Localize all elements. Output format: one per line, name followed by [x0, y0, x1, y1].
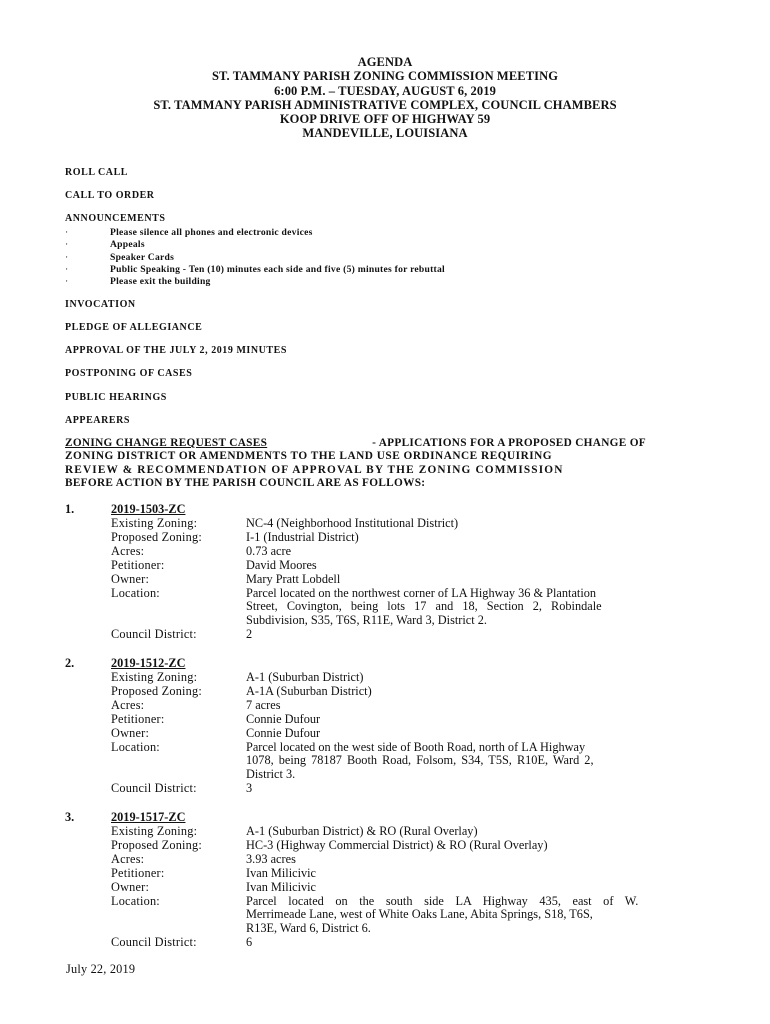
field-label: Council District: [111, 935, 197, 950]
field-value: 3.93 acres [246, 851, 296, 866]
field-label: Owner: [111, 571, 150, 586]
bullet-icon: · [65, 251, 69, 263]
case-row-owner [65, 727, 680, 741]
field-label: Existing Zoning: [111, 824, 198, 838]
case-row-acres [65, 545, 680, 559]
location-line: Merrimeade Lane, west of White Oaks Lane, Abita Springs, S18, T6S, [246, 907, 593, 922]
field-label: Petitioner: [111, 711, 165, 726]
section-pledge: PLEDGE OF ALLEGIANCE [65, 322, 203, 333]
field-value: 3 [246, 781, 253, 796]
field-label: Proposed Zoning: [111, 683, 202, 698]
list-item [65, 276, 445, 288]
field-value [246, 587, 672, 629]
zoning-line-text: REVIEW & RECOMMENDATION OF APPROVAL BY THE ZONING COMMISSION [65, 463, 564, 476]
field-label: Owner: [111, 879, 150, 894]
field-value: 6 [246, 935, 253, 950]
field-label: Location: [111, 893, 160, 908]
field-value: A-1 (Suburban District) [246, 670, 364, 684]
field-label: Petitioner: [111, 557, 165, 572]
field-value: David Moores [246, 557, 317, 572]
case-heading [65, 503, 680, 517]
announcement-text: Appeals [110, 239, 145, 251]
field-value [246, 895, 672, 937]
announcement-text: Speaker Cards [110, 251, 175, 263]
list-item [65, 264, 445, 276]
field-label: Existing Zoning: [111, 516, 198, 530]
case-id: 2019-1517-ZC [111, 810, 186, 824]
case-row-acres [65, 853, 680, 867]
field-label: Acres: [111, 851, 145, 866]
case-row-council [65, 628, 680, 642]
case-number: 1. [65, 502, 75, 516]
bullet-icon: · [65, 227, 69, 238]
case-id: 2019-1503-ZC [111, 502, 186, 516]
header-meeting-time: 6:00 P.M. – TUESDAY, AUGUST 6, 2019 [274, 83, 496, 98]
field-label: Existing Zoning: [111, 670, 198, 684]
zoning-intro-paragraph [65, 437, 646, 490]
header-meeting-name: ST. TAMMANY PARISH ZONING COMMISSION MEETING [211, 69, 559, 84]
field-label: Acres: [111, 697, 145, 712]
case-row-council [65, 782, 680, 796]
field-value: NC-4 (Neighborhood Institutional District) [246, 516, 459, 530]
zoning-line [65, 464, 646, 477]
field-value: Mary Pratt Lobdell [246, 571, 341, 586]
field-label: Council District: [111, 781, 197, 796]
zoning-line [65, 450, 646, 463]
section-postponing: POSTPONING OF CASES [65, 368, 193, 379]
location-line: Subdivision, S35, T6S, R11E, Ward 3, District 2. [246, 613, 487, 628]
case-row-existing [65, 671, 680, 685]
case-row-petitioner [65, 559, 680, 573]
case-row-location [65, 741, 680, 783]
list-item [65, 252, 445, 264]
case-number: 2. [65, 656, 75, 670]
case-row-proposed [65, 685, 680, 699]
agenda-header [0, 55, 770, 141]
footer-date: July 22, 2019 [66, 962, 136, 976]
field-value: 7 acres [246, 697, 281, 712]
announcement-text: Please silence all phones and electronic devices [110, 227, 313, 238]
case-row-existing [65, 517, 680, 531]
case-row-proposed [65, 839, 680, 853]
field-label: Location: [111, 585, 160, 600]
bullet-icon: · [65, 263, 69, 275]
case-id: 2019-1512-ZC [111, 656, 186, 670]
field-label: Proposed Zoning: [111, 529, 202, 544]
section-minutes-approval: APPROVAL OF THE JULY 2, 2019 MINUTES [65, 345, 287, 356]
case-row-owner [65, 881, 680, 895]
section-announcements: ANNOUNCEMENTS [65, 213, 166, 224]
header-city: MANDEVILLE, LOUISIANA [302, 126, 468, 141]
field-value: A-1 (Suburban District) & RO (Rural Overlay) [246, 824, 478, 838]
case-row-location [65, 587, 680, 629]
case-row-acres [65, 699, 680, 713]
announcement-text: Please exit the building [110, 276, 211, 288]
section-invocation: INVOCATION [65, 299, 136, 310]
case-row-existing [65, 825, 680, 839]
bullet-icon: · [65, 239, 69, 251]
field-value: Connie Dufour [246, 711, 321, 726]
location-line: 1078, being 78187 Booth Road, Folsom, S34, T5S, R10E, Ward 2, [246, 753, 594, 768]
case-heading [65, 657, 680, 671]
case-item [65, 503, 680, 642]
zoning-line-text: - APPLICATIONS FOR A PROPOSED CHANGE OF [372, 437, 646, 449]
zoning-line [65, 437, 646, 450]
header-street: KOOP DRIVE OFF OF HIGHWAY 59 [279, 112, 491, 127]
case-item [65, 811, 680, 950]
field-value: I-1 (Industrial District) [246, 529, 359, 544]
field-label: Council District: [111, 627, 197, 642]
field-label: Location: [111, 739, 160, 754]
field-label: Petitioner: [111, 865, 165, 880]
announcement-list [65, 227, 445, 288]
case-number: 3. [65, 810, 75, 824]
case-item [65, 657, 680, 796]
list-item [65, 227, 445, 239]
field-value: HC-3 (Highway Commercial District) & RO (Rural Overlay) [246, 837, 548, 852]
field-label: Owner: [111, 725, 150, 740]
zoning-heading: ZONING CHANGE REQUEST CASES [65, 437, 268, 449]
zoning-line-text: BEFORE ACTION BY THE PARISH COUNCIL ARE AS FOLLOWS: [65, 476, 426, 489]
case-row-owner [65, 573, 680, 587]
field-label: Proposed Zoning: [111, 837, 202, 852]
bullet-icon: · [65, 276, 69, 288]
header-title: AGENDA [357, 55, 413, 69]
case-row-petitioner [65, 867, 680, 881]
zoning-line-text: ZONING DISTRICT OR AMENDMENTS TO THE LAND USE ORDINANCE REQUIRING [65, 450, 553, 463]
field-value: Ivan Milicivic [246, 879, 317, 894]
location-line: Parcel located on the west side of Booth Road, north of LA Highway [246, 739, 586, 754]
case-row-location [65, 895, 680, 937]
field-value: Ivan Milicivic [246, 865, 317, 880]
announcement-text: Public Speaking - Ten (10) minutes each side and five (5) minutes for rebuttal [110, 263, 445, 275]
location-line: Parcel located on the south side LA Highway 435, east of W. [246, 893, 639, 908]
zoning-line [65, 477, 646, 490]
section-public-hearings: PUBLIC HEARINGS [65, 392, 167, 403]
section-roll-call: ROLL CALL [65, 167, 129, 178]
field-value [246, 741, 672, 783]
field-value: 0.73 acre [246, 543, 292, 558]
section-appearers: APPEARERS [65, 415, 130, 426]
location-line: Street, Covington, being lots 17 and 18, Section 2, Robindale [246, 599, 602, 614]
case-row-proposed [65, 531, 680, 545]
field-value: A-1A (Suburban District) [246, 683, 372, 698]
location-line: District 3. [246, 767, 296, 782]
header-venue: ST. TAMMANY PARISH ADMINISTRATIVE COMPLEX, COUNCIL CHAMBERS [153, 97, 617, 112]
case-row-council [65, 936, 680, 950]
case-row-petitioner [65, 713, 680, 727]
section-call-to-order: CALL TO ORDER [65, 190, 155, 201]
location-line: R13E, Ward 6, District 6. [246, 921, 371, 936]
field-value: Connie Dufour [246, 725, 321, 740]
case-heading [65, 811, 680, 825]
field-value: 2 [246, 627, 253, 642]
field-label: Acres: [111, 543, 145, 558]
location-line: Parcel located on the northwest corner of LA Highway 36 & Plantation [246, 585, 597, 600]
list-item [65, 239, 445, 251]
